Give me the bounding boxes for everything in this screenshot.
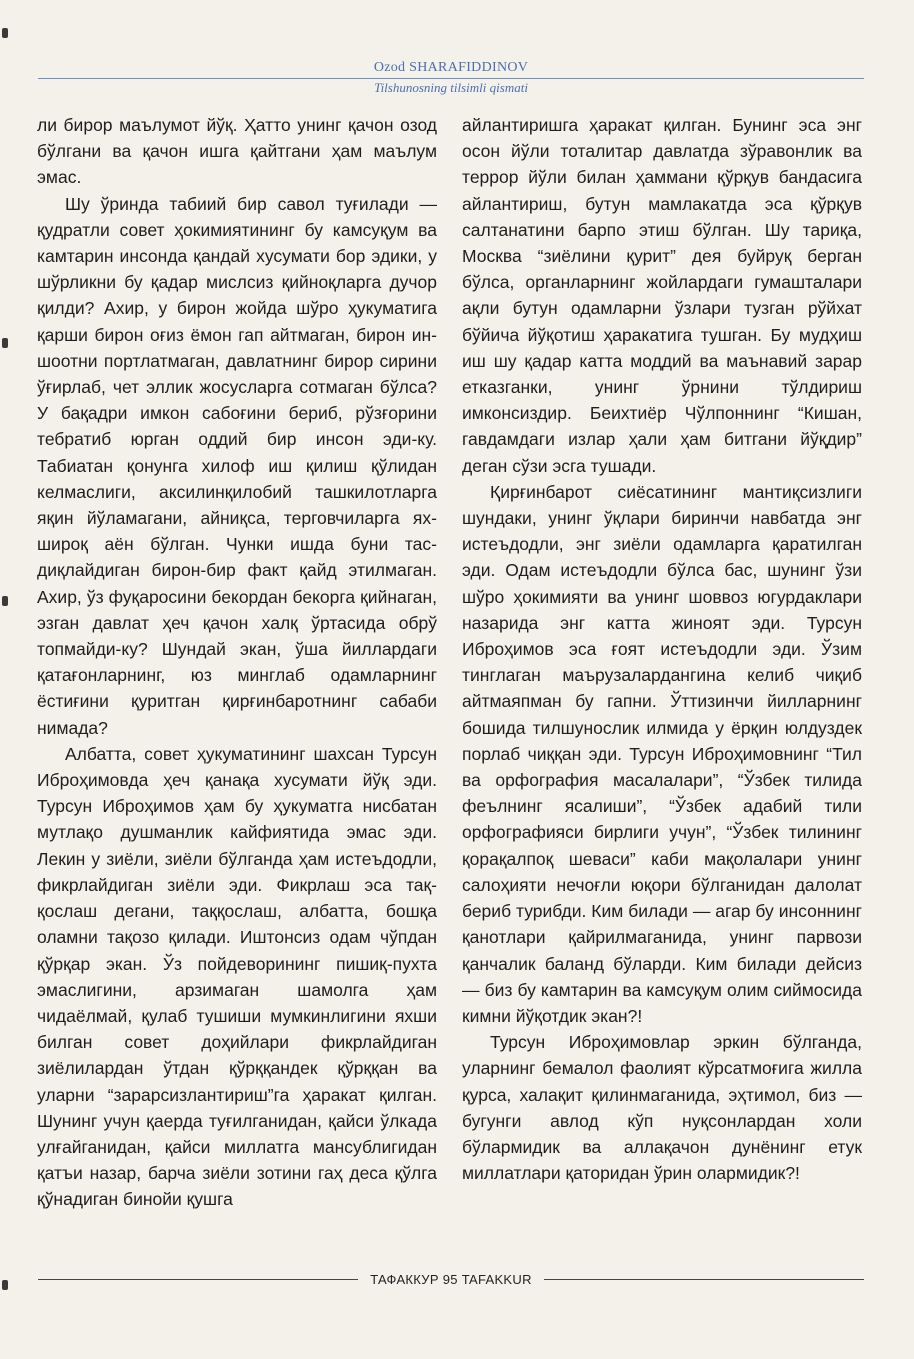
header-rule <box>38 78 864 79</box>
footer-rule-left <box>38 1279 358 1280</box>
header-subtitle: Tilshunosning tilsimli qismati <box>374 80 528 95</box>
binding-mark <box>2 28 8 38</box>
footer-rule-right <box>544 1279 864 1280</box>
paragraph: айлантиришга ҳаракат қилган. Бунинг эса энг осон йўли тоталитар давлатда зўравонлик ва террор йўли билан ҳаммани қўрқув бандасига айлантириш, бутун мамлакатда эса қўрқув салтанатини барпо этиш бўлган. Шу тариқа, Москва “зиёлини қурит” дея буйруқ берган бўлса, органларнинг жойлардаги гумашталари ақли бутун одамларни ўзлари тузган рўйхат бўйича йўқотиш ҳаракатига тушган. Бу мудҳиш иш шу қадар катта моддий ва маънавий зарар етказганки, унинг ўрнини тўлдириш имконсиздир. Беихтиёр Чўлпоннинг “Кишан, гавдамдаги излар ҳали ҳам битгани йўқдир” деган сўзи эсга тушади. <box>462 115 862 476</box>
text-column-right <box>462 112 862 1186</box>
paragraph: Қирғинбарот сиёсатининг мантиқсизлиги шундаки, унинг ўқлари биринчи навбатда энг истеъдодли, энг зиёли одамларга қаратилган эди. Одам истеъдодли бўлса бас, шунинг ўзи шўро ҳокимияти ва унинг шоввоз югурдаклари назарида энг катта жиноят эди. Турсун Иброҳимов эса ғоят истеъдодли эди. Ўзим тинглаган маърузалардангина келиб чиқиб айтмаяпман бу гапни. Ўттизинчи йилларнинг бошида тилшунослик илмида у ёрқин юлдуздек порлаб чиққан эди. Турсун Иброҳимовнинг “Тил ва орфография масалалари”, “Ўзбек тилида феълнинг ясалиши”, “Ўзбек адабий тили орфографияси бирлиги учун”, “Ўзбек тилининг қорақалпоқ шеваси” каби мақолалари унинг салоҳияти нечоғли юқори бўлганидан далолат бериб турибди. Ким билади — агар бу инсоннинг қанотлари қайрилмаганида, унинг парвози қанчалик баланд бўларди. Ким билади дейсиз — биз бу камтарин ва камсуқум олим сиймосида кимни йўқотдик экан?! <box>462 481 862 1026</box>
binding-mark <box>2 1280 8 1290</box>
binding-mark <box>2 596 8 606</box>
page-folio: ТАФАККУР 95 TAFAKKUR <box>370 1272 532 1287</box>
page-footer <box>38 1272 864 1287</box>
paragraph: ли бирор маълумот йўқ. Ҳатто унинг қачон озод бўлгани ва қачон ишга қайтгани ҳам маълум эмас. <box>37 115 437 188</box>
paragraph: Албатта, совет ҳукуматининг шахсан Турсун Иброҳимовда ҳеч қанақа хусумати йўқ эди. Турсун Иброҳимов ҳам бу ҳукуматга нисбатан мутлақо душманлик кайфиятида эмас эди. Лекин у зиёли, зиёли бўлганда ҳам истеъдодли, фикрлайдиган зиёли эди. Фикрлаш эса таққослаш дегани, таққослаш, албатта, бошқа оламни тақозо қилади. Иштонсиз одам чўпдан қўрқар экан. Ўз пойдеворининг пишиқ-пухта эмаслигини, арзимаган шамолга ҳам чидаёлмай, қулаб тушиши мумкинлигини яхши билган совет доҳийлари фикрлайдиган зиёлилардан ўтдан қўрққандек қўрққан ва уларни “зарарсизлантириш”га ҳаракат қилган. Шунинг учун қаерда туғилганидан, қайси ўлкада улғайганидан, қайси миллатга мансублигидан қатъи назар, барча зиёли зотини гаҳ деса қўлга қўнадиган бинойи қушга <box>37 743 437 1210</box>
binding-mark <box>2 338 8 348</box>
paragraph: Шу ўринда табиий бир савол туғилади — қудратли совет ҳокимиятининг бу камсуқум ва камтарин инсонда қандай хусумати бор эдики, у шўрликни бу қадар мислсиз қийноқларга дучор қилди? Ахир, у бирон жойда шўро ҳукуматига қарши бирон оғиз ёмон гап айтмаган, бирон иншоотни портлатмаган, давлатнинг бирор сирини ўғирлаб, чет эллик жосусларга сотмаган бўлса? У бақадри имкон сабоғини бериб, рўзғорини тебратиб юрган оддий бир инсон эди-ку. Табиатан қонунга хилоф иш қилиш қўлидан келмаслиги, аксилинқилобий ташкилотларга яқин йўламагани, айниқса, терговчиларга яхшироқ аён бўлган. Чунки ишда буни тасдиқлайдиган бирон-бир факт қайд этилмаган. Ахир, ўз фуқаросини бекордан бекорга қийнаган, эзган давлат ҳеч қачон халқ ўртасида обрў топмайди-ку? Шундай экан, ўша йиллардаги қатағонларнинг, юз минглаб одамларнинг ёстиғини қуритган қирғинбаротнинг сабаби нимада? <box>37 193 437 738</box>
text-column-left <box>37 112 437 1213</box>
running-header <box>38 60 864 95</box>
paragraph: Турсун Иброҳимовлар эркин бўлганда, уларнинг бемалол фаолият кўрсатмоғига жилла қурса, халақит қилинмаганида, эҳтимол, биз — бугунги авлод кўп нуқсонлардан холи бўлармидик ва аллақачон дунёнинг етук миллатлари қаторидан ўрин олармидик?! <box>462 1032 862 1184</box>
header-author: Ozod SHARAFIDDINOV <box>373 60 529 75</box>
